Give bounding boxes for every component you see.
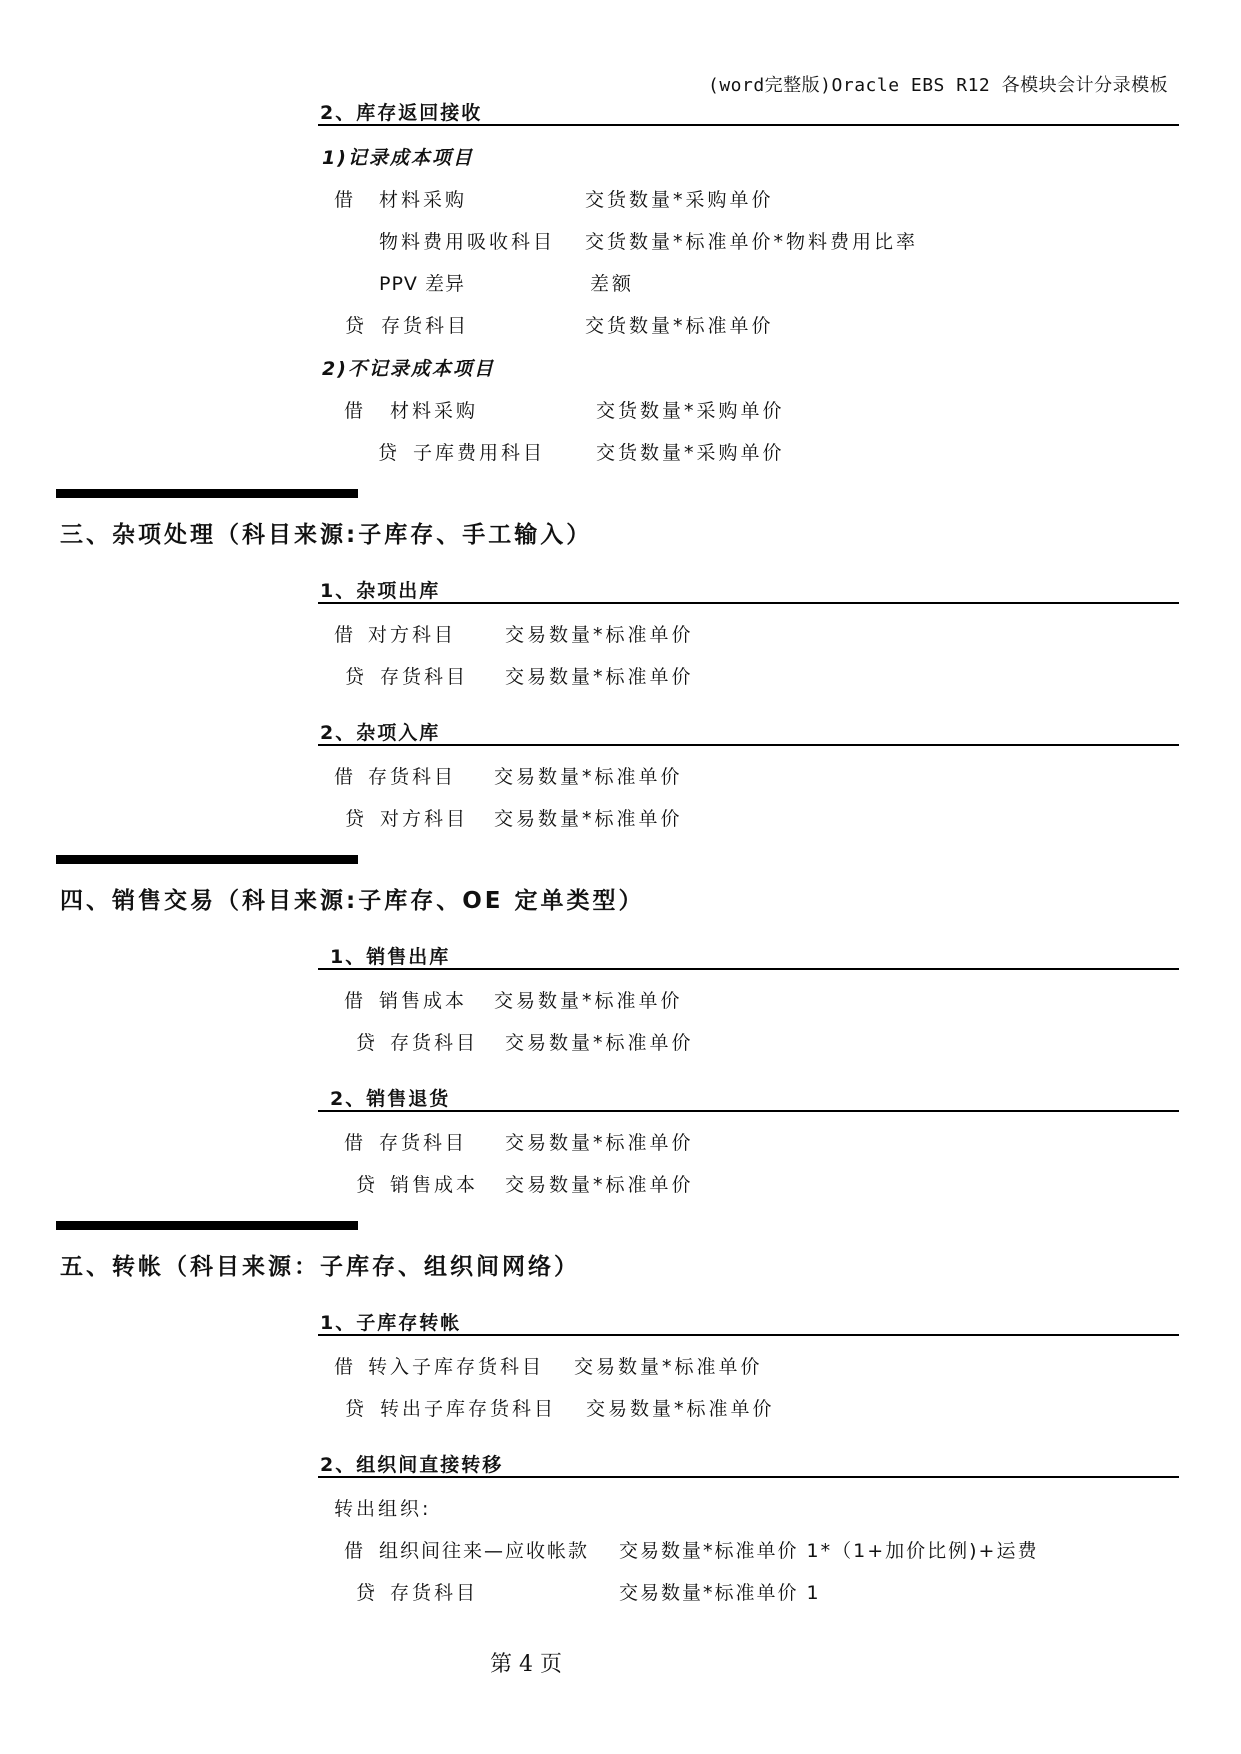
dc-label: 借 (344, 990, 367, 1012)
section-bar (56, 855, 358, 864)
dc-label: 贷 (345, 808, 368, 830)
intro-text: 转出组织: (334, 1498, 432, 1520)
account-name: 对方科目 (380, 808, 469, 830)
dc-label: 借 (344, 1132, 367, 1154)
subsection-title: 1、销售出库 (330, 946, 451, 968)
account-name: 材料采购 (390, 400, 479, 422)
section-bar (56, 489, 358, 498)
dc-label: 借 (344, 400, 367, 422)
page-number: 第 4 页 (490, 1652, 562, 1677)
formula: 交易数量*标准单价 (494, 808, 683, 830)
dc-label: 贷 (356, 1582, 379, 1604)
account-name: 存货科目 (368, 766, 457, 788)
account-name: 销售成本 (379, 990, 468, 1012)
account-name: 存货科目 (381, 315, 470, 337)
formula: 交易数量*标准单价 (586, 1398, 775, 1420)
dc-label: 贷 (378, 442, 401, 464)
account-name: PPV 差异 (379, 273, 465, 295)
subsection-title: 1、子库存转帐 (320, 1312, 462, 1334)
account-name: 材料采购 (379, 189, 468, 211)
account-name: 物料费用吸收科目 (379, 231, 556, 253)
formula: 交易数量*标准单价 (494, 766, 683, 788)
dc-label: 借 (344, 1540, 367, 1562)
divider (318, 968, 1179, 970)
divider (318, 744, 1179, 746)
dc-label: 借 (334, 766, 357, 788)
formula: 交易数量*标准单价 (494, 990, 683, 1012)
divider (318, 124, 1179, 126)
account-name: 存货科目 (379, 1132, 468, 1154)
dc-label: 贷 (356, 1174, 379, 1196)
formula: 交货数量*标准单价*物料费用比率 (585, 231, 919, 253)
formula: 交易数量*标准单价 1 (619, 1582, 821, 1604)
divider (318, 1476, 1179, 1478)
formula: 交易数量*标准单价 1*（1+加价比例)+运费 (619, 1540, 1039, 1562)
account-name: 对方科目 (368, 624, 457, 646)
account-name: 转入子库存货科目 (368, 1356, 545, 1378)
formula: 交易数量*标准单价 (505, 1032, 694, 1054)
subsection-title: 2、杂项入库 (320, 722, 441, 744)
subsection-title: 2、库存返回接收 (320, 102, 483, 124)
dc-label: 贷 (345, 1398, 368, 1420)
dc-label: 贷 (356, 1032, 379, 1054)
running-header: (word完整版)Oracle EBS R12 各模块会计分录模板 (708, 75, 1169, 96)
account-name: 销售成本 (390, 1174, 479, 1196)
subheading: 1)记录成本项目 (322, 147, 474, 169)
divider (318, 1334, 1179, 1336)
subsection-title: 2、销售退货 (330, 1088, 451, 1110)
dc-label: 借 (334, 624, 357, 646)
subheading: 2)不记录成本项目 (322, 358, 495, 380)
divider (318, 602, 1179, 604)
formula: 交货数量*采购单价 (596, 400, 785, 422)
formula: 交易数量*标准单价 (505, 1174, 694, 1196)
dc-label: 借 (334, 1356, 357, 1378)
account-name: 存货科目 (390, 1032, 479, 1054)
divider (318, 1110, 1179, 1112)
account-name: 存货科目 (380, 666, 469, 688)
dc-label: 贷 (345, 666, 368, 688)
formula: 差额 (590, 273, 635, 295)
formula: 交易数量*标准单价 (574, 1356, 763, 1378)
formula: 交易数量*标准单价 (505, 1132, 694, 1154)
dc-label: 贷 (345, 315, 368, 337)
formula: 交货数量*采购单价 (585, 189, 774, 211)
formula: 交货数量*采购单价 (596, 442, 785, 464)
account-name: 子库费用科目 (413, 442, 546, 464)
account-name: 组织间往来—应收帐款 (379, 1540, 590, 1562)
subsection-title: 1、杂项出库 (320, 580, 441, 602)
formula: 交货数量*标准单价 (585, 315, 774, 337)
account-name: 存货科目 (390, 1582, 479, 1604)
account-name: 转出子库存货科目 (380, 1398, 557, 1420)
formula: 交易数量*标准单价 (505, 666, 694, 688)
subsection-title: 2、组织间直接转移 (320, 1454, 504, 1476)
section-title: 五、转帐（科目来源：子库存、组织间网络） (60, 1254, 580, 1280)
formula: 交易数量*标准单价 (505, 624, 694, 646)
section-title: 三、杂项处理（科目来源:子库存、手工输入） (60, 522, 593, 548)
section-title: 四、销售交易（科目来源:子库存、OE 定单类型） (60, 888, 645, 914)
dc-label: 借 (334, 189, 357, 211)
section-bar (56, 1221, 358, 1230)
